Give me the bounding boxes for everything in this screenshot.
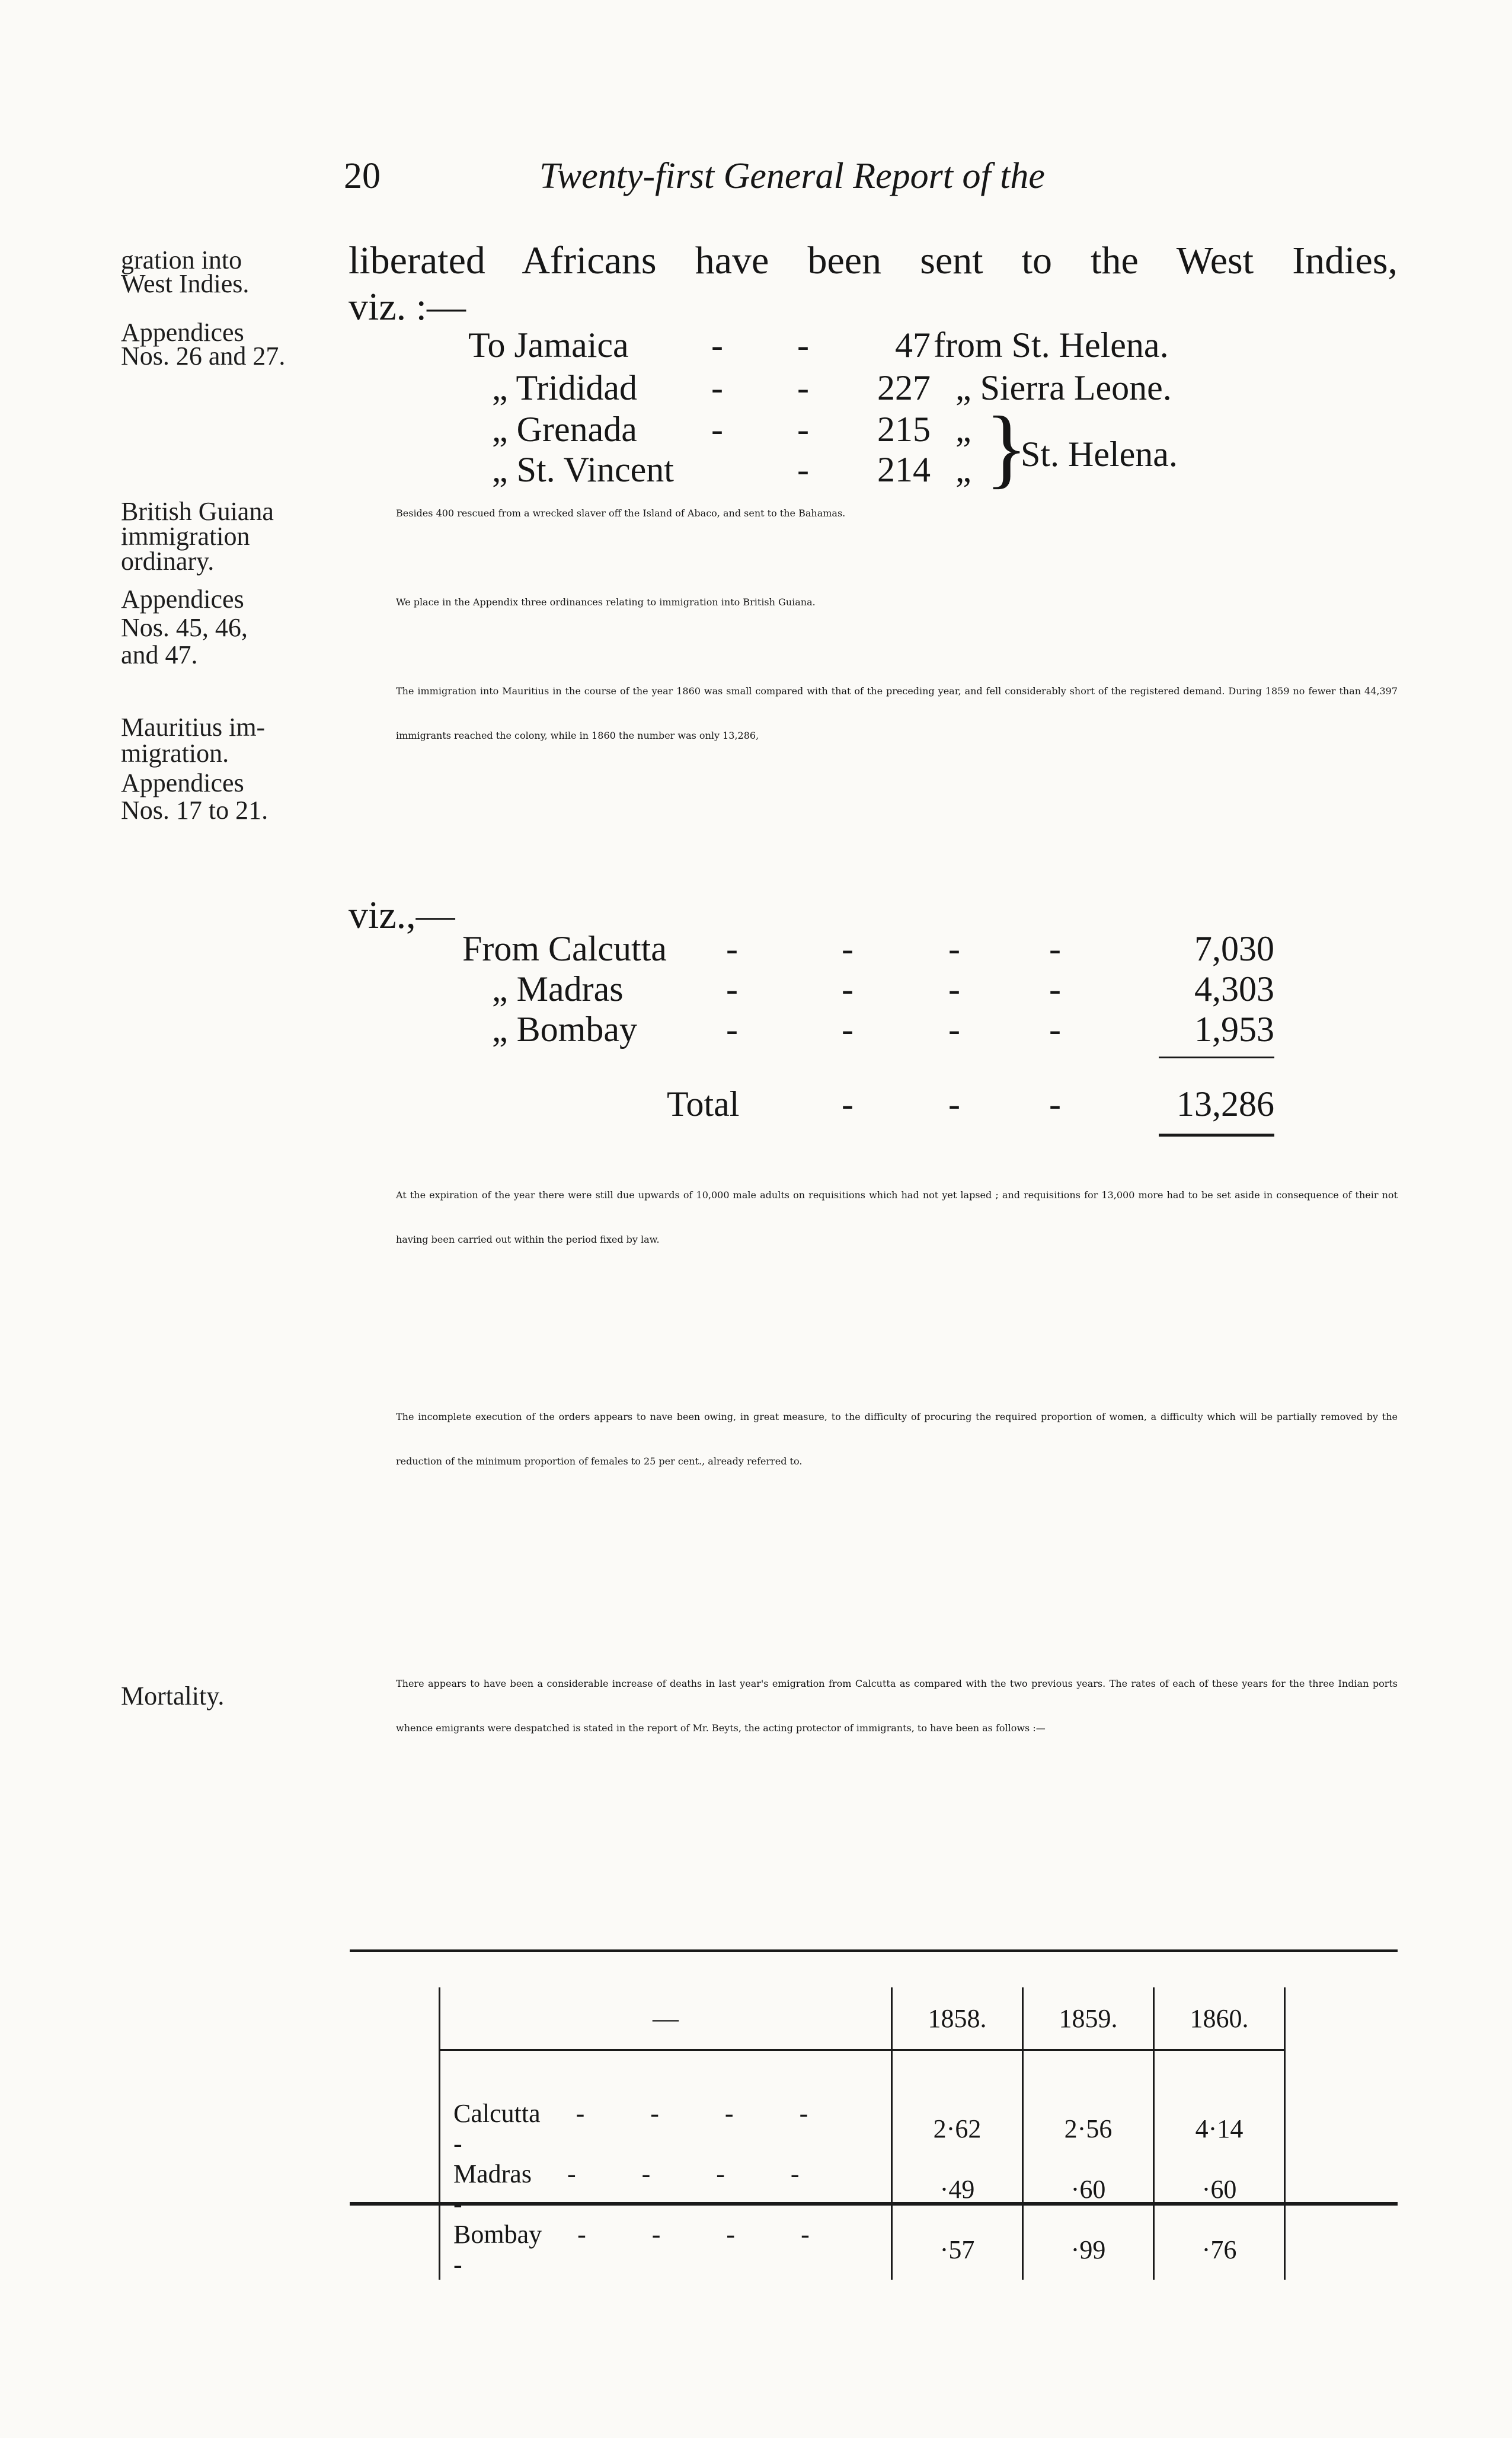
count: 227	[877, 368, 931, 407]
dash: -	[1049, 929, 1061, 968]
sidenote: Appendices	[121, 585, 244, 614]
paragraph-besides: Besides 400 rescued from a wrecked slaver off the Island of Abaco, and sent to the Bahamas.	[396, 508, 846, 519]
rate-cell: ·49	[892, 2159, 1023, 2219]
port-name: Bombay	[453, 2220, 542, 2249]
total-label: Total	[667, 1084, 740, 1124]
origin: From Calcutta	[462, 929, 667, 968]
page-number: 20	[344, 156, 381, 196]
count: 7,030	[1194, 929, 1274, 968]
dash: -	[797, 368, 809, 407]
dash: -	[948, 969, 960, 1009]
dash: -	[948, 1084, 960, 1124]
page-header	[344, 155, 1221, 203]
origin: „	[955, 410, 971, 449]
count: 47	[895, 326, 931, 365]
paragraph-mauritius: The immigration into Mauritius in the course of the year 1860 was small compared with that of the preceding year, and fell considerably short of the registered demand. During 1859 no fewer than 44,397 immigrants reached the colony, while in 1860 the number was only 13,286,	[396, 685, 1398, 741]
destination: „ St. Vincent	[492, 450, 674, 489]
rate-cell: ·60	[1154, 2159, 1285, 2219]
running-title: Twenty-first General Report of the	[539, 156, 1045, 196]
leader-dots: - - - - -	[453, 2220, 839, 2279]
table-row	[440, 2098, 1285, 2159]
table-header-row	[440, 1987, 1285, 2050]
origin: „ Sierra Leone.	[955, 368, 1172, 407]
total-value: 13,286	[1177, 1084, 1274, 1124]
year-header: 1860.	[1154, 1987, 1285, 2050]
dash: -	[948, 1010, 960, 1049]
text-line: liberated Africans have been sent to the West Indies,	[349, 239, 1398, 282]
rate-cell: 2·62	[892, 2098, 1023, 2159]
dash: -	[1049, 969, 1061, 1009]
table-top-rule	[350, 1949, 1398, 1952]
count: 215	[877, 410, 931, 449]
port-name: Madras	[453, 2159, 532, 2188]
year-header: 1859.	[1023, 1987, 1154, 2050]
sidenote: Nos. 17 to 21.	[121, 796, 268, 825]
dash: -	[1049, 1010, 1061, 1049]
sidenote: Nos. 45, 46,	[121, 613, 248, 642]
sidenote: and 47.	[121, 640, 198, 669]
origin: „ Bombay	[492, 1010, 637, 1049]
spacer-row	[440, 2050, 1285, 2099]
count: 214	[877, 450, 931, 489]
total-rule	[1159, 1134, 1274, 1137]
origin: from St. Helena.	[934, 326, 1169, 365]
sidenote: Mauritius im-	[121, 713, 266, 742]
origin: „	[955, 450, 971, 489]
paragraph-mortality: There appears to have been a considerable increase of deaths in last year's emigration from Calcutta as compared with the two previous years. The rates of each of these years for the three Indian ports whence emigrants were despatched is stated in the report of Mr. Beyts, the acting protector of immigrants, to have been as follows :—	[396, 1678, 1398, 1734]
text-line: viz. :—	[349, 285, 466, 328]
paragraph-appendix: We place in the Appendix three ordinances relating to immigration into British Guiana.	[396, 596, 816, 608]
dash: -	[711, 410, 723, 449]
paragraph-incomplete: The incomplete execution of the orders appears to nave been owing, in great measure, to the difficulty of procuring the required proportion of women, a difficulty which will be partially removed by the reduction of the minimum proportion of females to 25 per cent., already referred to.	[396, 1411, 1398, 1467]
leader-dots: - - - - -	[453, 2159, 829, 2219]
dash: -	[842, 1084, 854, 1124]
dash: -	[797, 410, 809, 449]
dash: -	[842, 929, 854, 968]
leader-dots: - - - - -	[453, 2099, 838, 2158]
destination: „ Grenada	[492, 410, 637, 449]
port-name: Calcutta	[453, 2099, 541, 2128]
table-row	[440, 2219, 1285, 2280]
text-line: viz.,—	[349, 893, 455, 937]
destination: „ Trididad	[492, 368, 638, 407]
rate-cell: ·76	[1154, 2219, 1285, 2280]
year-header: 1858.	[892, 1987, 1023, 2050]
destination: To Jamaica	[468, 326, 629, 365]
dash: -	[842, 1010, 854, 1049]
sidenote: British Guiana	[121, 497, 274, 526]
rate-cell: ·99	[1023, 2219, 1154, 2280]
rate-cell: ·60	[1023, 2159, 1154, 2219]
table-row	[440, 2159, 1285, 2219]
origin: „ Madras	[492, 969, 624, 1009]
rate-cell: ·57	[892, 2219, 1023, 2280]
dash: -	[1049, 1084, 1061, 1124]
bracket-label: St. Helena.	[1021, 435, 1178, 474]
dash: -	[842, 969, 854, 1009]
dash: -	[948, 929, 960, 968]
right-brace: }	[985, 398, 1028, 497]
sidenote: Appendices	[121, 318, 244, 347]
sidenote: Mortality.	[121, 1681, 225, 1711]
corner-cell: —	[440, 1987, 892, 2050]
sidenote: gration into	[121, 245, 242, 275]
rate-cell: 4·14	[1154, 2098, 1285, 2159]
count: 4,303	[1194, 969, 1274, 1009]
sidenote: migration.	[121, 739, 229, 768]
mortality-rates-table	[439, 1987, 1286, 2280]
sidenote: immigration	[121, 522, 250, 551]
dash: -	[711, 326, 723, 365]
rate-cell: 2·56	[1023, 2098, 1154, 2159]
dash: -	[726, 929, 738, 968]
paragraph-expiration: At the expiration of the year there were still due upwards of 10,000 male adults on requisitions which had not yet lapsed ; and requisitions for 13,000 more had to be set aside in consequence of their not having been carried out within the period fixed by law.	[396, 1189, 1398, 1245]
sidenote: West Indies.	[121, 269, 250, 298]
sidenote: Nos. 26 and 27.	[121, 342, 286, 371]
dash: -	[726, 969, 738, 1009]
dash: -	[726, 1010, 738, 1049]
sidenote: Appendices	[121, 768, 244, 797]
count: 1,953	[1194, 1010, 1274, 1049]
dash: -	[797, 326, 809, 365]
sidenote: ordinary.	[121, 547, 215, 576]
sum-rule	[1159, 1057, 1274, 1058]
dash: -	[711, 368, 723, 407]
dash: -	[797, 450, 809, 489]
